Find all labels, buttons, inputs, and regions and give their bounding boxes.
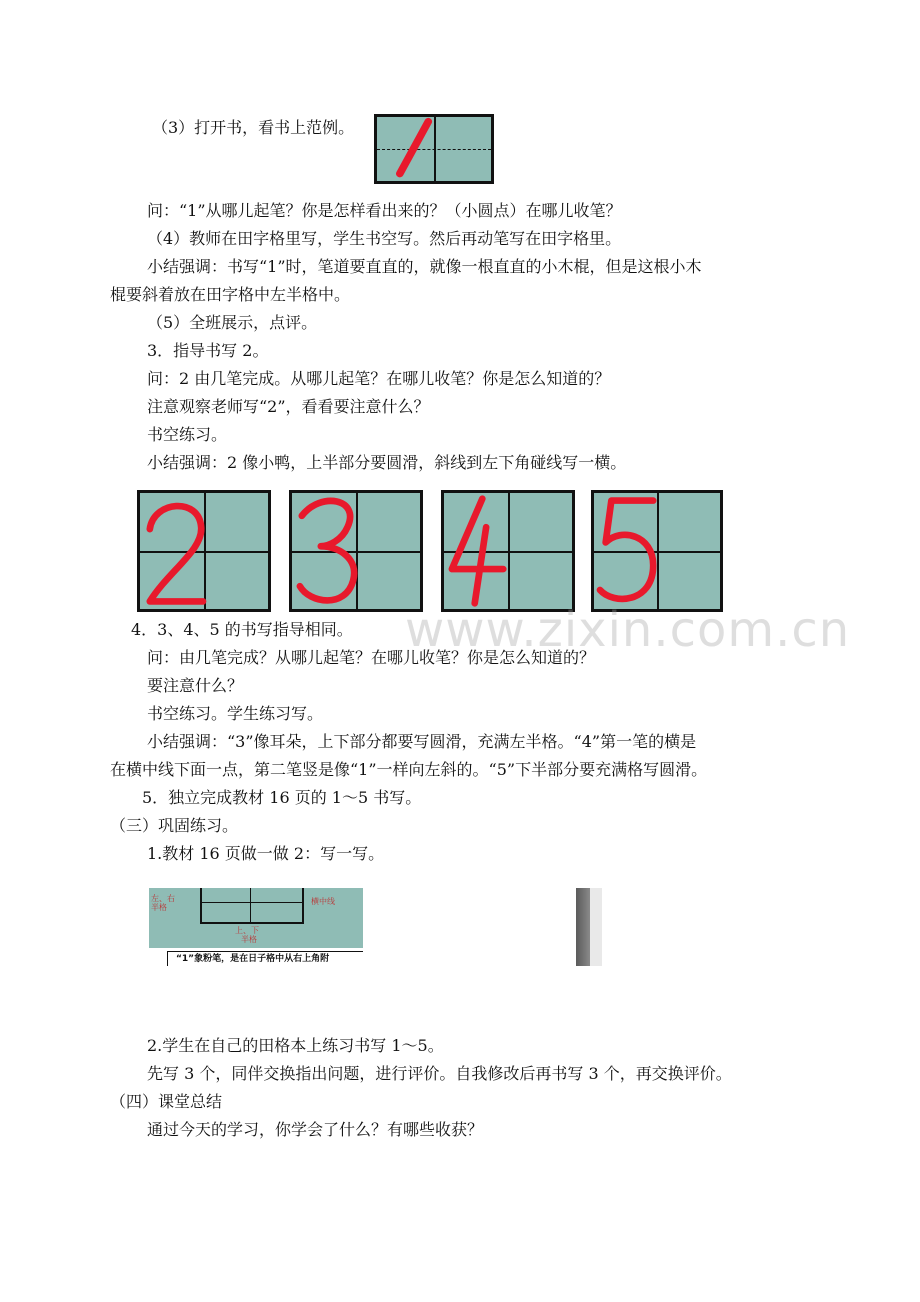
text-line: （4）教师在田字格里写，学生书空写。然后再动笔写在田字格里。 <box>147 229 622 248</box>
text-line: （3）打开书，看书上范例。 <box>152 118 355 137</box>
text-line: 要注意什么？ <box>147 676 244 695</box>
label-left-bottom: 半格 <box>151 903 167 912</box>
tian-grid-3 <box>289 490 423 612</box>
text-line: 在横中线下面一点，第二笔竖是像“1”一样向左斜的。“5”下半部分要充满格写圆滑。 <box>110 760 708 779</box>
watermark: www.zixin.com.cn <box>405 602 851 658</box>
digit-5-stroke <box>600 501 653 599</box>
text-line: 问：由几笔完成？从哪儿起笔？在哪儿收笔？你是怎么知道的？ <box>147 648 596 667</box>
label-bottom-top: 上、下 <box>235 926 259 935</box>
text-line: 书空练习。学生练习写。 <box>147 704 324 723</box>
text-line: 注意观察老师写“2”，看看要注意什么？ <box>147 397 430 416</box>
text-line: 5．独立完成教材 16 页的 1～5 书写。 <box>142 788 422 807</box>
label-bottom-bottom: 半格 <box>241 935 257 944</box>
digit-4-stroke <box>452 499 503 604</box>
text-line: 小结强调：“3”像耳朵，上下部分都要写圆滑，充满左半格。“4”第一笔的横是 <box>147 732 697 751</box>
text-line: 小结强调：2 像小鸭，上半部分要圆滑，斜线到左下角碰线写一横。 <box>147 453 627 472</box>
text-line: 先写 3 个，同伴交换指出问题，进行评价。自我修改后再书写 3 个，再交换评价。 <box>147 1064 732 1083</box>
tian-grid-4 <box>441 490 575 612</box>
label-left-top: 左、右 <box>151 894 175 903</box>
text-line: 4．3、4、5 的书写指导相同。 <box>131 620 353 639</box>
text-line: （四）课堂总结 <box>110 1092 223 1111</box>
digit-2-stroke <box>150 506 203 601</box>
digit-3-stroke <box>300 501 354 601</box>
textbook-crop-image <box>149 888 363 966</box>
text-line: 2.学生在自己的田格本上练习书写 1～5。 <box>147 1036 444 1055</box>
text-line: 问：2 由几笔完成。从哪儿起笔？在哪儿收笔？你是怎么知道的？ <box>147 369 611 388</box>
caption-box: “1”象粉笔，是在日子格中从右上角附 <box>167 951 363 966</box>
image-edge-dark <box>576 888 590 966</box>
digit-1-stroke <box>377 117 491 181</box>
tian-grid-small <box>200 888 304 924</box>
text-line: 3．指导书写 2。 <box>147 341 269 360</box>
text-line: （三）巩固练习。 <box>110 816 239 835</box>
text-line: 书空练习。 <box>147 425 228 444</box>
text-line: 棍要斜着放在田字格中左半格中。 <box>110 285 351 304</box>
text-line: （5）全班展示，点评。 <box>147 313 318 332</box>
text-line: 1.教材 16 页做一做 2：写一写。 <box>147 844 385 863</box>
label-right: 横中线 <box>311 897 335 906</box>
text-line: 通过今天的学习，你学会了什么？有哪些收获？ <box>147 1120 484 1139</box>
tian-grid-5 <box>591 490 723 612</box>
text-line: 问：“1”从哪儿起笔？你是怎样看出来的？（小圆点）在哪儿收笔？ <box>147 201 622 220</box>
tian-grid-2 <box>137 490 271 612</box>
image-edge-light <box>590 888 602 966</box>
tian-grid-1 <box>374 114 494 184</box>
text-line: 小结强调：书写“1”时，笔道要直直的，就像一根直直的小木棍，但是这根小木 <box>147 257 702 276</box>
